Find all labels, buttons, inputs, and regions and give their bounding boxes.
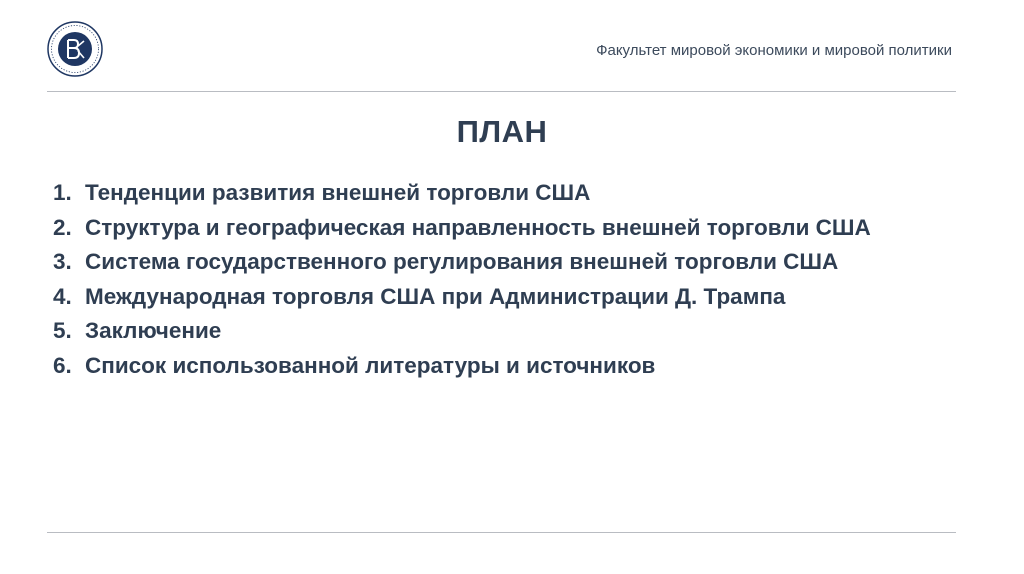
list-item-number: 5. [53, 318, 72, 344]
hse-logo-icon [47, 21, 103, 77]
list-item [53, 176, 871, 211]
list-item-number: 1. [53, 180, 72, 205]
list-item [53, 349, 871, 384]
list-item [53, 211, 871, 246]
list-item-number: 3. [53, 249, 72, 275]
list-item-text: Список использованной литературы и источников [85, 352, 656, 378]
list-item-text: Система государственного регулирования внешней торговли США [85, 249, 839, 275]
plan-list [53, 176, 871, 384]
list-item [53, 314, 871, 349]
list-item-number: 2. [53, 214, 72, 240]
faculty-name: Факультет мировой экономики и мировой политики [596, 42, 952, 59]
list-item [53, 280, 871, 315]
list-item-number: 6. [53, 352, 72, 378]
header-divider [47, 91, 956, 92]
list-item-text: Структура и географическая направленность внешней торговли США [85, 214, 871, 240]
list-item-number: 4. [53, 283, 72, 309]
list-item [53, 245, 871, 280]
list-item-text: Тенденции развития внешней торговли США [85, 180, 591, 205]
list-item-text: Международная торговля США при Администрации Д. Трампа [85, 283, 786, 309]
list-item-text: Заключение [85, 318, 222, 344]
slide-title: ПЛАН [456, 114, 548, 149]
footer-divider [47, 532, 956, 533]
